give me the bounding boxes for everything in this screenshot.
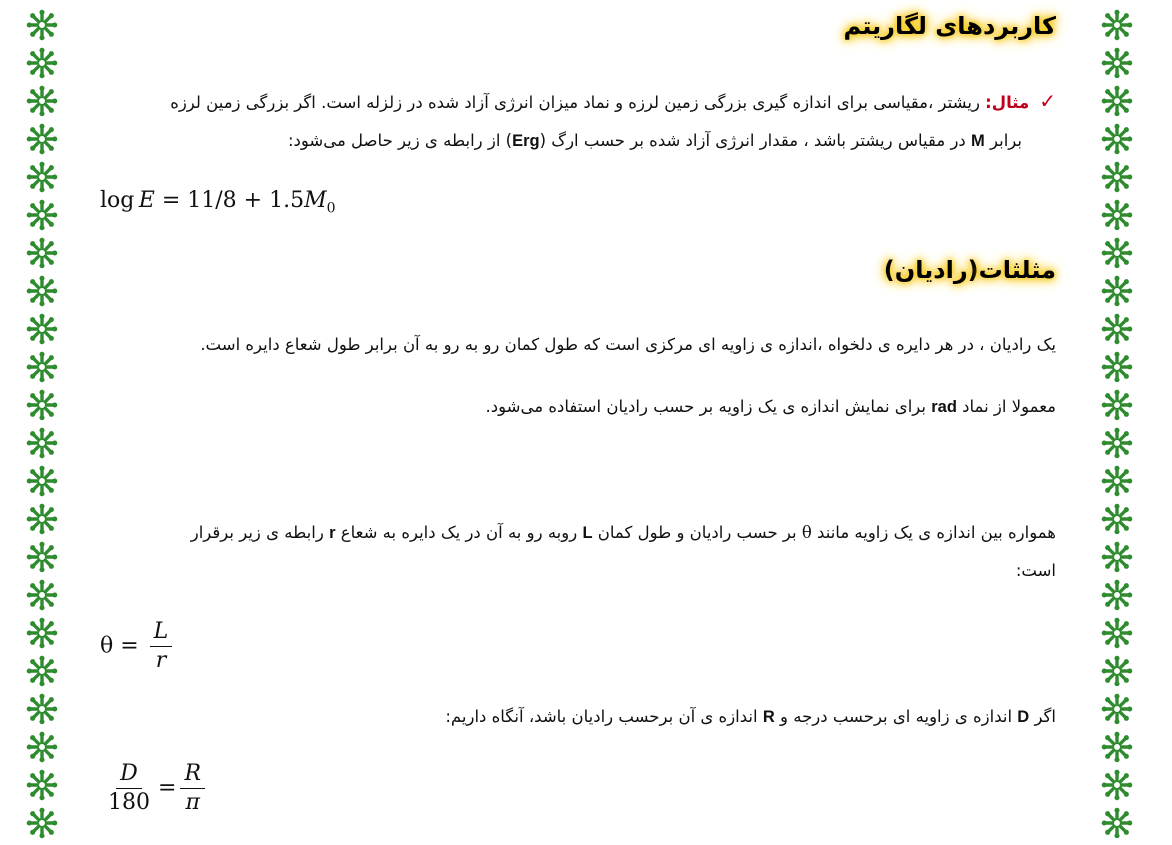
star-flower-icon — [1100, 84, 1134, 118]
star-flower-icon — [1100, 312, 1134, 346]
star-flower-icon — [25, 578, 59, 612]
rad-notation — [96, 388, 1056, 426]
formula-equals: = — [158, 775, 177, 801]
frac-num-d: D — [116, 760, 142, 789]
star-flower-icon — [1100, 8, 1134, 42]
example-line2-part1: برابر — [984, 131, 1022, 150]
star-flower-icon — [1100, 426, 1134, 460]
unit-erg: Erg — [512, 132, 540, 150]
radian-definition: یک رادیان ، در هر دایره ی دلخواه ،اندازه ی زاویه ای مرکزی است که طول کمان رو به رو به آن برابر طول شعاع دایره است. — [200, 335, 1056, 354]
formula-theta-lhs: θ = — [100, 633, 139, 659]
star-flower-icon — [25, 198, 59, 232]
star-flower-icon — [25, 464, 59, 498]
star-flower-icon — [25, 312, 59, 346]
formula-log: log — [100, 188, 135, 213]
right-border — [1097, 0, 1137, 845]
star-flower-icon — [1100, 46, 1134, 80]
fraction-d-over-180 — [104, 760, 154, 817]
formula-rest: = 11/8 + 1.5 — [154, 188, 305, 213]
formula-sub: 0 — [326, 200, 336, 217]
title-radian: (رادیان) — [883, 256, 979, 284]
example-line1: ریشتر ،مقیاسی برای اندازه گیری بزرگی زمین لرزه و نماد میزان انرژی آزاد شده در زلزله است. اگر بزرگی زمین لرزه — [170, 93, 986, 112]
var-m: M — [971, 132, 985, 150]
frac-den-r: r — [155, 648, 167, 673]
star-flower-icon — [25, 806, 59, 840]
deg-text1: اگر — [1029, 707, 1056, 726]
rad-text2: برای نمایش اندازه ی یک زاویه بر حسب رادیان استفاده می‌شود. — [485, 397, 932, 416]
star-flower-icon — [25, 84, 59, 118]
star-flower-icon — [1100, 692, 1134, 726]
fraction-r-over-pi — [180, 760, 205, 817]
var-r-radian: R — [762, 708, 775, 726]
star-flower-icon — [25, 46, 59, 80]
left-border — [22, 0, 62, 845]
star-flower-icon — [1100, 578, 1134, 612]
star-flower-icon — [25, 426, 59, 460]
formula-e: E — [138, 188, 155, 213]
star-flower-icon — [1100, 198, 1134, 232]
star-flower-icon — [25, 768, 59, 802]
star-flower-icon — [1100, 730, 1134, 764]
star-flower-icon — [25, 236, 59, 270]
frac-num-r: R — [180, 760, 205, 789]
star-flower-icon — [1100, 350, 1134, 384]
star-flower-icon — [1100, 388, 1134, 422]
star-flower-icon — [25, 8, 59, 42]
example-paragraph — [96, 82, 1056, 160]
frac-den-180: 180 — [108, 790, 150, 815]
star-flower-icon — [1100, 540, 1134, 574]
star-flower-icon — [1100, 236, 1134, 270]
star-flower-icon — [1100, 806, 1134, 840]
star-flower-icon — [1100, 616, 1134, 650]
star-flower-icon — [25, 350, 59, 384]
checkmark-icon: ✓ — [1039, 89, 1056, 113]
title-trig: مثلثات — [978, 256, 1056, 284]
star-flower-icon — [1100, 160, 1134, 194]
fraction-l-over-r — [150, 618, 173, 675]
arc-text5: است: — [1015, 561, 1056, 580]
page-content — [90, 0, 1070, 837]
star-flower-icon — [25, 160, 59, 194]
star-flower-icon — [25, 274, 59, 308]
example-label: مثال: — [985, 93, 1030, 112]
theta-symbol: θ — [801, 523, 812, 542]
star-flower-icon — [25, 540, 59, 574]
star-flower-icon — [25, 692, 59, 726]
arc-text4: رابطه ی زیر برقرار — [190, 523, 330, 542]
star-flower-icon — [25, 388, 59, 422]
frac-num-l: L — [150, 618, 173, 647]
star-flower-icon — [1100, 768, 1134, 802]
degree-radian-paragraph — [96, 698, 1056, 736]
formula-m: M — [304, 188, 327, 213]
rad-text1: معمولا از نماد — [956, 397, 1056, 416]
star-flower-icon — [25, 654, 59, 688]
arc-text2: بر حسب رادیان و طول کمان — [592, 523, 802, 542]
arc-text1: همواره بین اندازه ی یک زاویه مانند — [811, 523, 1056, 542]
var-l: L — [582, 524, 593, 542]
star-flower-icon — [1100, 274, 1134, 308]
star-flower-icon — [1100, 122, 1134, 156]
section-title-trigonometry — [884, 256, 1056, 284]
var-d: D — [1017, 708, 1030, 726]
formula-theta — [100, 618, 176, 675]
formula-degree-radian — [100, 760, 209, 817]
star-flower-icon — [1100, 654, 1134, 688]
rad-symbol: rad — [931, 398, 957, 416]
star-flower-icon — [1100, 464, 1134, 498]
star-flower-icon — [25, 730, 59, 764]
star-flower-icon — [25, 616, 59, 650]
deg-text2: اندازه ی زاویه ای برحسب درجه و — [774, 707, 1018, 726]
star-flower-icon — [25, 122, 59, 156]
example-line2-part2: در مقیاس ریشتر باشد ، مقدار انرژی آزاد شده بر حسب ارگ ( — [539, 131, 972, 150]
arc-relation-paragraph — [96, 514, 1056, 590]
var-r: r — [329, 524, 336, 542]
deg-text3: اندازه ی آن برحسب رادیان باشد، آنگاه داریم: — [445, 707, 763, 726]
star-flower-icon — [25, 502, 59, 536]
section-title-logarithm: کاربردهای لگاریتم — [843, 12, 1056, 40]
arc-text3: روبه رو به آن در یک دایره به شعاع — [335, 523, 583, 542]
star-flower-icon — [1100, 502, 1134, 536]
frac-den-pi: π — [185, 790, 200, 815]
example-line2-part3: ) از رابطه ی زیر حاصل می‌شود: — [287, 131, 513, 150]
formula-log-energy — [100, 188, 336, 216]
